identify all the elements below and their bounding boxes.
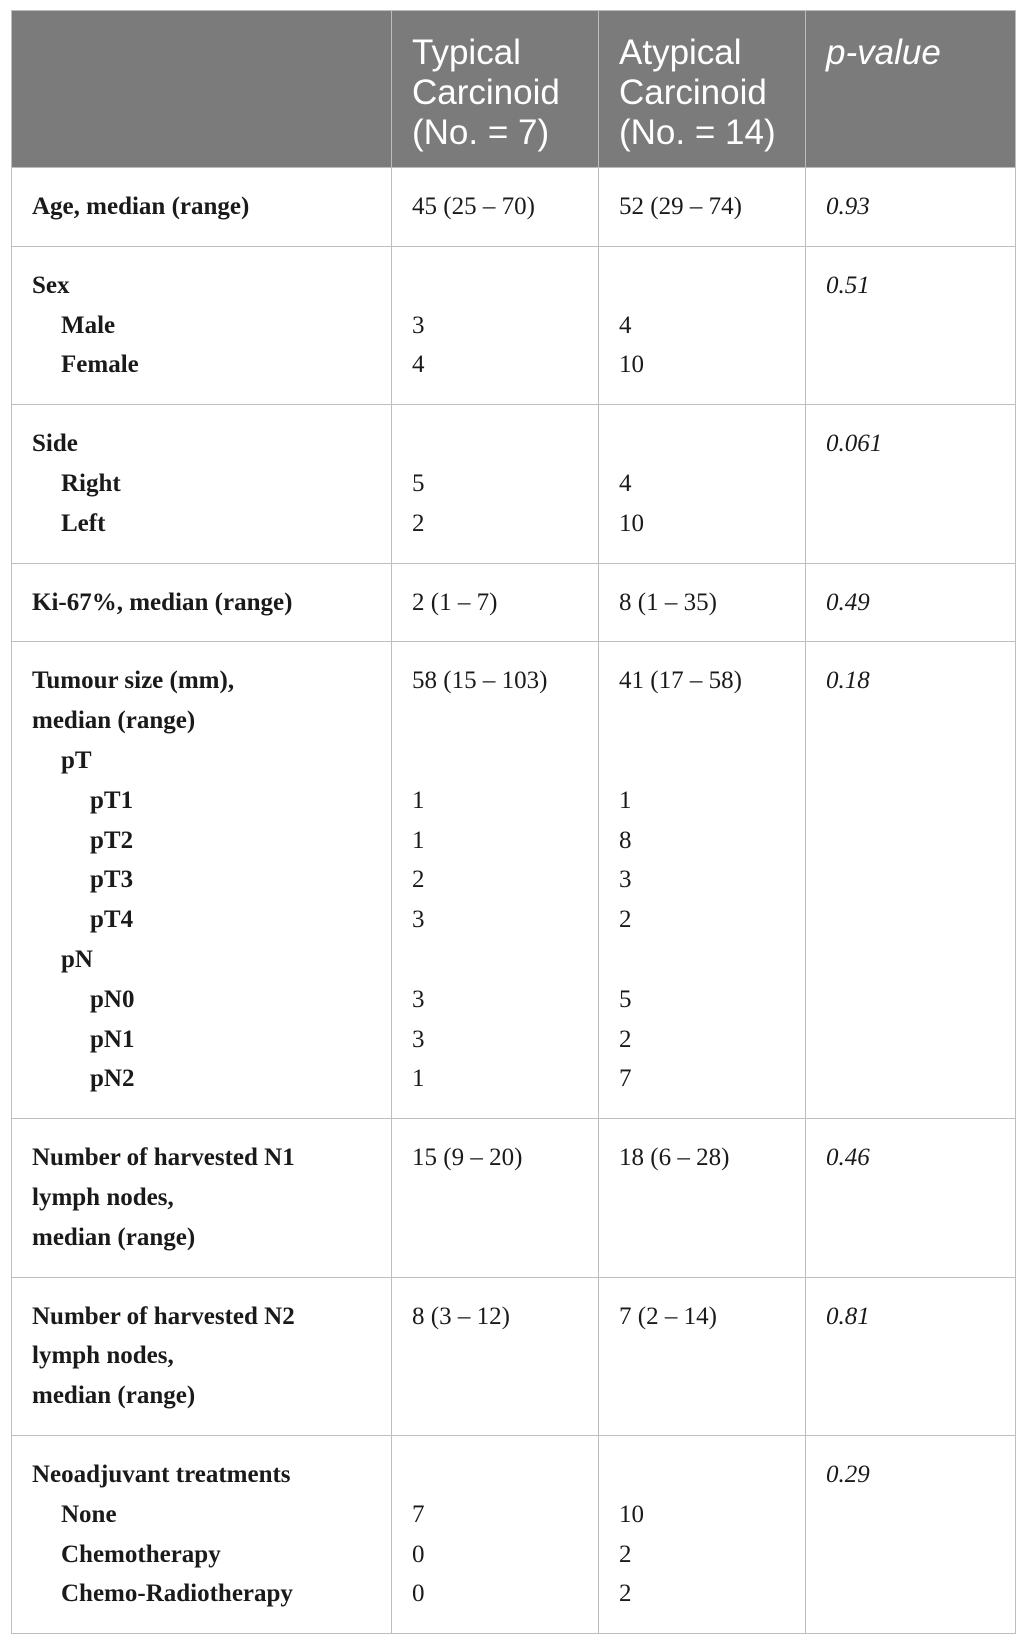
table-row — [12, 642, 1016, 1119]
row-label-line: lymph nodes, — [32, 1183, 174, 1211]
atypical-value — [619, 741, 785, 781]
typical-value-cell — [392, 1277, 599, 1435]
row-label-line: pN — [61, 945, 93, 973]
atypical-value: 18 (6 – 28) — [619, 1144, 730, 1172]
atypical-value — [619, 940, 785, 980]
atypical-value-cell — [599, 1119, 806, 1277]
pvalue: 0.81 — [826, 1302, 870, 1330]
row-label-line: pT4 — [90, 906, 134, 934]
typical-value: 3 — [412, 311, 425, 339]
row-label-line: Chemo-Radiotherapy — [61, 1580, 293, 1608]
typical-value: 0 — [412, 1540, 425, 1568]
header-atypical — [599, 11, 806, 168]
typical-value — [412, 701, 578, 741]
typical-value: 4 — [412, 351, 425, 379]
atypical-value: 10 — [619, 1500, 644, 1528]
row-label-cell — [12, 1435, 392, 1633]
atypical-value: 8 — [619, 826, 632, 854]
header-atypical-line: Atypical — [619, 33, 742, 72]
atypical-value — [619, 266, 785, 306]
header-typical-line: Typical — [412, 33, 521, 72]
row-label-line: pT2 — [90, 826, 134, 854]
row-label-line: median (range) — [32, 1223, 196, 1251]
row-label-line: Female — [61, 351, 139, 379]
pvalue: 0.29 — [826, 1460, 870, 1488]
row-label-line: pN0 — [90, 985, 135, 1013]
header-typical — [392, 11, 599, 168]
typical-value-cell — [392, 246, 599, 404]
pvalue: 0.061 — [826, 430, 883, 458]
pvalue-cell — [806, 1277, 1016, 1435]
table-row — [12, 1435, 1016, 1633]
atypical-value-cell — [599, 563, 806, 642]
pvalue: 0.93 — [826, 193, 870, 220]
atypical-value: 2 — [619, 1540, 632, 1568]
atypical-value: 7 — [619, 1065, 632, 1093]
row-label-line: Age, median (range) — [32, 193, 250, 220]
typical-value-cell — [392, 563, 599, 642]
row-label-line: Neoadjuvant treatments — [32, 1460, 291, 1488]
header-typical-line: (No. = 7) — [412, 113, 550, 152]
header-atypical-line: (No. = 14) — [619, 113, 776, 152]
typical-value: 45 (25 – 70) — [412, 193, 535, 220]
characteristics-table — [11, 10, 1016, 1634]
row-label-line: Number of harvested N1 — [32, 1144, 295, 1172]
typical-value-cell — [392, 1435, 599, 1633]
typical-value: 2 (1 – 7) — [412, 588, 498, 616]
pvalue: 0.18 — [826, 667, 870, 695]
row-label-line: median (range) — [32, 1382, 196, 1410]
table-row — [12, 563, 1016, 642]
typical-value: 3 — [412, 985, 425, 1013]
atypical-value: 8 (1 – 35) — [619, 588, 717, 616]
row-label-line: median (range) — [32, 707, 196, 735]
row-label-line: Number of harvested N2 — [32, 1302, 295, 1330]
table-row — [12, 246, 1016, 404]
typical-value: 5 — [412, 469, 425, 497]
atypical-value: 2 — [619, 1025, 632, 1053]
pvalue-cell — [806, 563, 1016, 642]
row-label-line: Side — [32, 430, 78, 458]
row-label-line: lymph nodes, — [32, 1342, 174, 1370]
pvalue-cell — [806, 1435, 1016, 1633]
typical-value — [412, 266, 578, 306]
row-label-line: pT3 — [90, 866, 134, 894]
typical-value-cell — [392, 642, 599, 1119]
typical-value: 0 — [412, 1580, 425, 1608]
typical-value — [412, 940, 578, 980]
row-label-cell — [12, 405, 392, 563]
row-label-cell — [12, 642, 392, 1119]
pvalue-cell — [806, 1119, 1016, 1277]
typical-value — [412, 424, 578, 464]
atypical-value: 1 — [619, 786, 632, 814]
header-typical-line: Carcinoid — [412, 73, 560, 112]
atypical-value: 10 — [619, 351, 644, 379]
row-label-cell — [12, 246, 392, 404]
typical-value: 1 — [412, 1065, 425, 1093]
row-label-line: Sex — [32, 271, 70, 299]
typical-value: 3 — [412, 906, 425, 934]
atypical-value — [619, 1455, 785, 1495]
atypical-value: 41 (17 – 58) — [619, 667, 742, 695]
atypical-value-cell — [599, 168, 806, 247]
typical-value: 2 — [412, 509, 425, 537]
pvalue: 0.46 — [826, 1144, 870, 1172]
row-label-cell — [12, 563, 392, 642]
row-label-line: Male — [61, 311, 116, 339]
atypical-value — [619, 701, 785, 741]
atypical-value-cell — [599, 405, 806, 563]
atypical-value: 3 — [619, 866, 632, 894]
typical-value: 8 (3 – 12) — [412, 1302, 510, 1330]
table-row — [12, 1277, 1016, 1435]
pvalue: 0.51 — [826, 271, 870, 299]
atypical-value: 4 — [619, 469, 632, 497]
typical-value-cell — [392, 405, 599, 563]
pvalue-cell — [806, 405, 1016, 563]
atypical-value-cell — [599, 1277, 806, 1435]
row-label-cell — [12, 1277, 392, 1435]
row-label-cell — [12, 168, 392, 247]
atypical-value: 4 — [619, 311, 632, 339]
row-label-line: Tumour size (mm), — [32, 667, 235, 695]
atypical-value: 5 — [619, 985, 632, 1013]
pvalue-cell — [806, 642, 1016, 1119]
typical-value: 3 — [412, 1025, 425, 1053]
header-pvalue-label: p-value — [826, 33, 941, 72]
typical-value: 1 — [412, 786, 425, 814]
row-label-line: pN2 — [90, 1065, 135, 1093]
header-pvalue — [806, 11, 1016, 168]
header-atypical-line: Carcinoid — [619, 73, 767, 112]
typical-value — [412, 741, 578, 781]
table-body — [12, 168, 1016, 1634]
table-header-row — [12, 11, 1016, 168]
row-label-line: Left — [61, 509, 106, 537]
typical-value: 15 (9 – 20) — [412, 1144, 523, 1172]
atypical-value-cell — [599, 642, 806, 1119]
pvalue-cell — [806, 246, 1016, 404]
row-label-line: pN1 — [90, 1025, 135, 1053]
typical-value: 7 — [412, 1500, 425, 1528]
atypical-value: 2 — [619, 1580, 632, 1608]
row-label-line: Chemotherapy — [61, 1540, 221, 1568]
pvalue: 0.49 — [826, 588, 870, 616]
pvalue-cell — [806, 168, 1016, 247]
header-blank — [12, 11, 392, 168]
atypical-value: 7 (2 – 14) — [619, 1302, 717, 1330]
typical-value: 1 — [412, 826, 425, 854]
typical-value-cell — [392, 1119, 599, 1277]
atypical-value — [619, 424, 785, 464]
atypical-value: 52 (29 – 74) — [619, 193, 742, 220]
row-label-line: Right — [61, 469, 121, 497]
atypical-value: 10 — [619, 509, 644, 537]
table-row — [12, 1119, 1016, 1277]
row-label-line: Ki-67%, median (range) — [32, 588, 293, 616]
typical-value: 58 (15 – 103) — [412, 667, 548, 695]
table-row — [12, 168, 1016, 247]
row-label-cell — [12, 1119, 392, 1277]
atypical-value: 2 — [619, 906, 632, 934]
atypical-value-cell — [599, 1435, 806, 1633]
row-label-line: None — [61, 1500, 117, 1528]
atypical-value-cell — [599, 246, 806, 404]
row-label-line: pT1 — [90, 786, 134, 814]
table-row — [12, 405, 1016, 563]
typical-value — [412, 1455, 578, 1495]
typical-value-cell — [392, 168, 599, 247]
typical-value: 2 — [412, 866, 425, 894]
row-label-line: pT — [61, 746, 92, 774]
